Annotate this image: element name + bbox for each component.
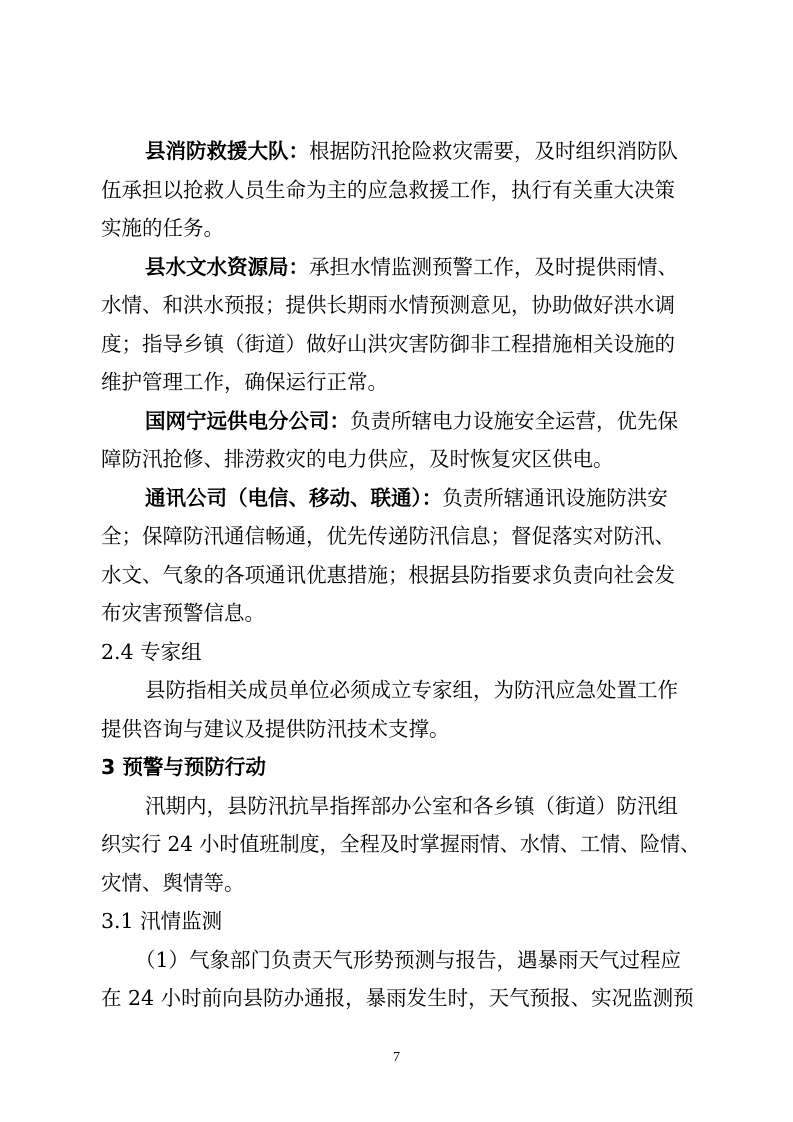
paragraph-fire-rescue-line-1 (145, 137, 678, 165)
paragraph-telecom-line-1 (145, 484, 668, 512)
page-number: 7 (393, 1050, 400, 1065)
text-line: 实施的任务。 (101, 216, 224, 240)
text-line: 伍承担以抢救人员生命为主的应急救援工作，执行有关重大决策 (101, 178, 675, 202)
text-line: 织实行 24 小时值班制度，全程及时掌握雨情、水情、工情、险情、 (101, 832, 701, 856)
paragraph-power-line-1 (145, 407, 678, 435)
text-line: 负责所辖电力设施安全运营，优先保 (350, 409, 678, 433)
paragraph-title-telecom: 通讯公司（电信、移动、联通）： (145, 486, 443, 510)
section-heading-3: 3 预警与预防行动 (101, 755, 266, 779)
text-line: 全；保障防汛通信畅通，优先传递防汛信息；督促落实对防汛、 (101, 524, 675, 548)
paragraph-title-fire-rescue: 县消防救援大队： (145, 139, 309, 163)
text-line: 障防汛抢修、排涝救灾的电力供应，及时恢复灾区供电。 (101, 447, 614, 471)
text-line: 水情、和洪水预报；提供长期雨水情预测意见，协助做好洪水调 (101, 293, 675, 317)
text-line: 在 24 小时前向县防办通报，暴雨发生时，天气预报、实况监测预 (101, 986, 694, 1010)
paragraph-title-hydrology: 县水文水资源局： (145, 255, 309, 279)
text-line: 负责所辖通讯设施防洪安 (442, 486, 668, 510)
text-line: 汛期内，县防汛抗旱指挥部办公室和各乡镇（街道）防汛组 (145, 794, 678, 818)
text-line: 度；指导乡镇（街道）做好山洪灾害防御非工程措施相关设施的 (101, 332, 675, 356)
text-line: 县防指相关成员单位必须成立专家组，为防汛应急处置工作 (145, 678, 678, 702)
section-heading-2-4: 2.4 专家组 (101, 640, 202, 664)
text-line: 灾情、舆情等。 (101, 871, 245, 895)
text-line: 根据防汛抢险救灾需要，及时组织消防队 (309, 139, 678, 163)
paragraph-hydrology-line-1 (145, 253, 678, 281)
text-line: 布灾害预警信息。 (101, 601, 265, 625)
text-line: 水文、气象的各项通讯优惠措施；根据县防指要求负责向社会发 (101, 563, 675, 587)
text-line: 提供咨询与建议及提供防汛技术支撑。 (101, 717, 450, 741)
text-line: （1）气象部门负责天气形势预测与报告，遇暴雨天气过程应 (135, 948, 682, 972)
section-heading-3-1: 3.1 汛情监测 (101, 909, 223, 933)
text-line: 承担水情监测预警工作，及时提供雨情、 (309, 255, 678, 279)
paragraph-title-power: 国网宁远供电分公司： (145, 409, 350, 433)
text-line: 维护管理工作，确保运行正常。 (101, 370, 388, 394)
